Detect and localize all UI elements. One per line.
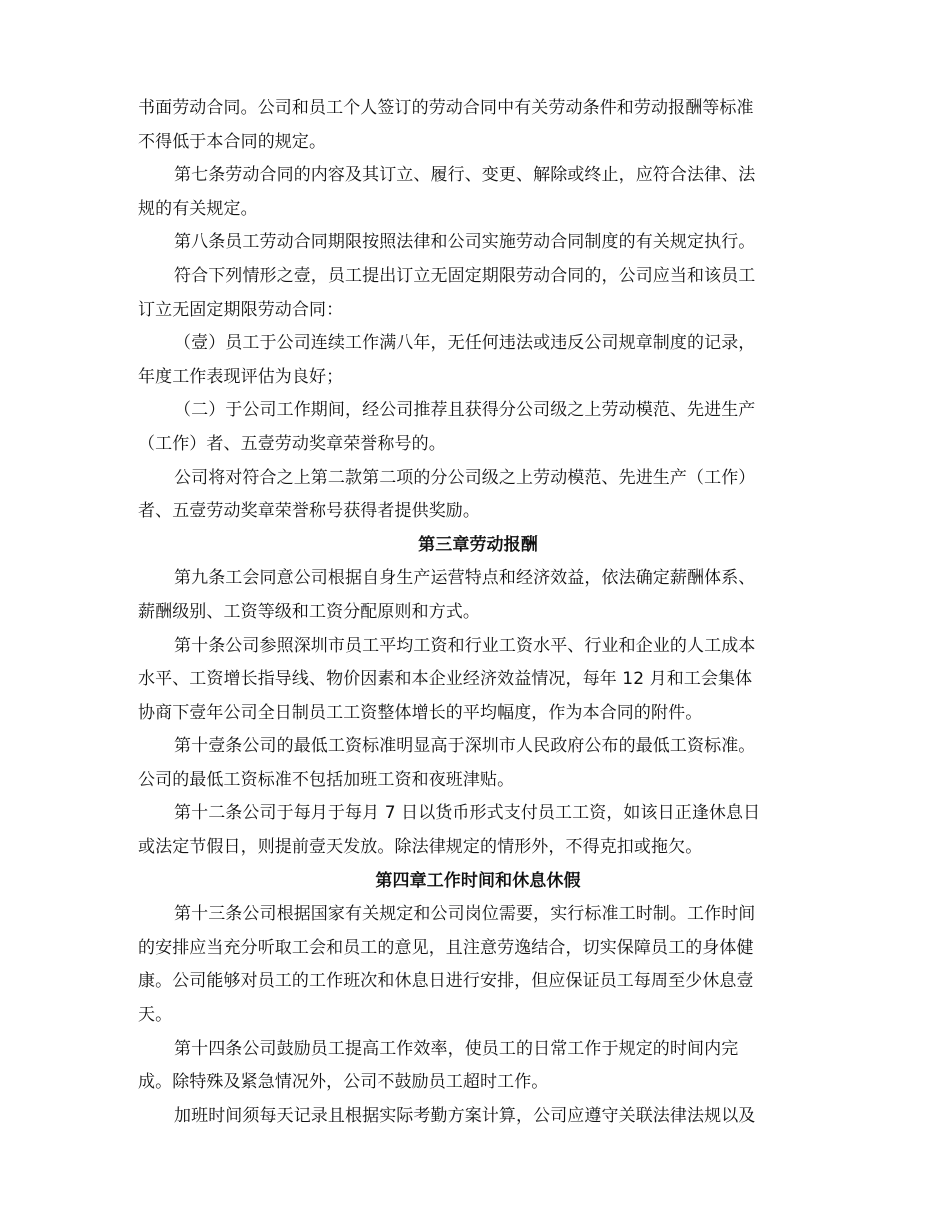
text-line: 符合下列情形之壹，员工提出订立无固定期限劳动合同的，公司应当和该员工 (174, 265, 756, 286)
article-11-line: 第十壹条公司的最低工资标准明显高于深圳市人民政府公布的最低工资标准。 (174, 736, 756, 757)
article-7-line: 第七条劳动合同的内容及其订立、履行、变更、解除或终止，应符合法律、法 (174, 165, 756, 186)
text-line: 不得低于本合同的规定。 (138, 131, 327, 152)
text-line: 年度工作表现评估为良好； (138, 366, 344, 387)
list-item-2-line: （二）于公司工作期间，经公司推荐且获得分公司级之上劳动模范、先进生产 (174, 400, 756, 421)
text-line: 加班时间须每天记录且根据实际考勤方案计算，公司应遵守关联法律法规以及 (174, 1105, 756, 1126)
chapter-3-heading: 第三章劳动报酬 (418, 534, 538, 555)
article-14-line: 第十四条公司鼓励员工提高工作效率，使员工的日常工作于规定的时间内完 (174, 1038, 739, 1059)
text-line: 订立无固定期限劳动合同： (138, 299, 344, 320)
article-12-line: 第十二条公司于每月于每月 7 日以货币形式支付员工工资，如该日正逢休息日 (174, 803, 761, 824)
chapter-4-heading: 第四章工作时间和休息休假 (375, 870, 581, 891)
article-13-line: 第十三条公司根据国家有关规定和公司岗位需要，实行标准工时制。工作时间 (174, 904, 756, 925)
text-line: 成。除特殊及紧急情况外，公司不鼓励员工超时工作。 (138, 1072, 549, 1093)
text-line: 的安排应当充分听取工会和员工的意见，且注意劳逸结合，切实保障员工的身体健 (138, 937, 754, 958)
text-line: 书面劳动合同。公司和员工个人签订的劳动合同中有关劳动条件和劳动报酬等标准 (138, 98, 754, 118)
text-line: 者、五壹劳动奖章荣誉称号获得者提供奖励。 (138, 501, 480, 522)
text-line: 水平、工资增长指导线、物价因素和本企业经济效益情况，每年 12 月和工会集体 (138, 669, 753, 690)
text-line: 康。公司能够对员工的工作班次和休息日进行安排，但应保证员工每周至少休息壹 (138, 971, 754, 992)
text-line: 规的有关规定。 (138, 198, 258, 219)
document-body (138, 92, 818, 1133)
article-8-line: 第八条员工劳动合同期限按照法律和公司实施劳动合同制度的有关规定执行。 (174, 232, 756, 253)
text-line: 或法定节假日，则提前壹天发放。除法律规定的情形外，不得克扣或拖欠。 (138, 837, 703, 858)
article-9-line: 第九条工会同意公司根据自身生产运营特点和经济效益，依法确定薪酬体系、 (174, 568, 756, 589)
article-10-line: 第十条公司参照深圳市员工平均工资和行业工资水平、行业和企业的人工成本 (174, 635, 756, 656)
text-line: 薪酬级别、工资等级和工资分配原则和方式。 (138, 601, 480, 622)
text-line: 协商下壹年公司全日制员工工资整体增长的平均幅度，作为本合同的附件。 (138, 702, 703, 723)
text-line: 天。 (138, 1005, 173, 1026)
text-line: 公司将对符合之上第二款第二项的分公司级之上劳动模范、先进生产（工作） (174, 467, 756, 488)
list-item-1-line: （壹）员工于公司连续工作满八年，无任何违法或违反公司规章制度的记录， (174, 333, 756, 354)
text-line: （工作）者、五壹劳动奖章荣誉称号的。 (138, 433, 446, 454)
text-line: 公司的最低工资标准不包括加班工资和夜班津贴。 (138, 769, 515, 790)
